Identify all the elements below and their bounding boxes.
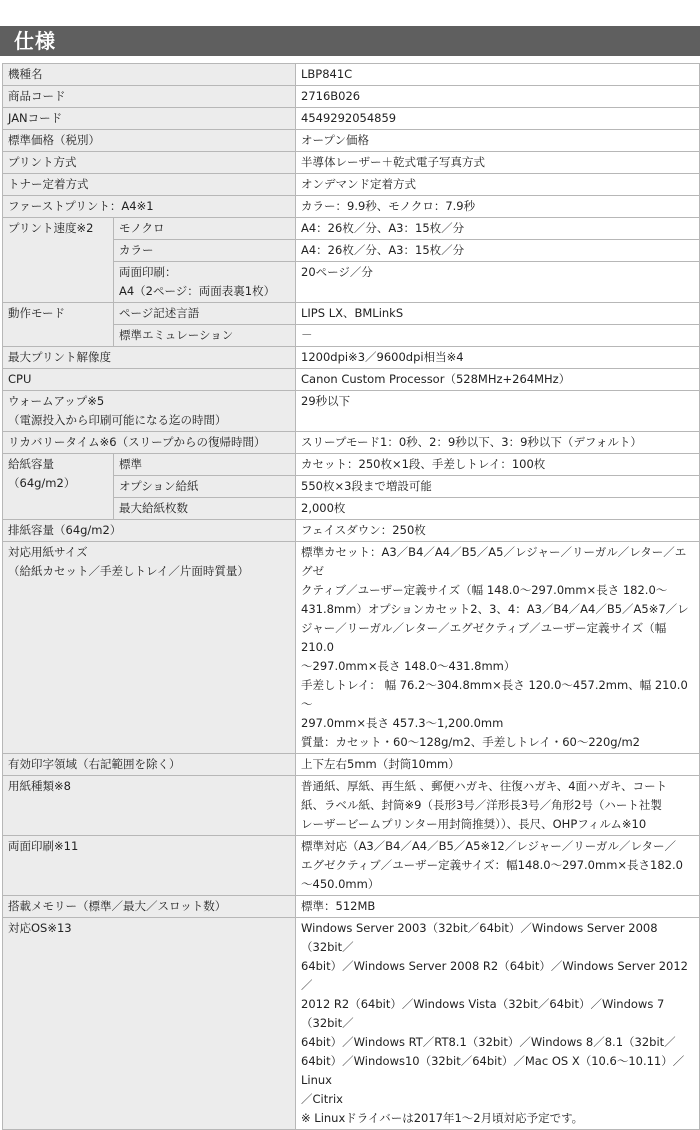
row-value: Canon Custom Processor（528MHz+264MHz） (296, 369, 700, 391)
row-value: A4：26枚／分、A3：15枚／分 (296, 240, 700, 262)
table-row (3, 86, 700, 108)
row-label (3, 391, 296, 432)
row-label: 用紙種類※8 (3, 776, 296, 836)
sub-label: オプション給紙 (114, 476, 296, 498)
row-label (3, 542, 296, 754)
sub-label: 最大給紙枚数 (114, 498, 296, 520)
value-line: 2012 R2（64bit）／Windows Vista（32bit／64bit）／Windows 7（32bit／ (301, 997, 665, 1030)
row-value: 550枚×3段まで増設可能 (296, 476, 700, 498)
table-row (3, 918, 700, 1130)
row-value: 2,000枚 (296, 498, 700, 520)
value-line: ジャー／リーガル／レター／エグゼクティブ／ユーザー定義サイズ（幅 210.0 (301, 621, 667, 654)
sub-label: 標準 (114, 454, 296, 476)
value-line: レーザービームプリンター用封筒推奨））、長尺、OHPフィルム※10 (301, 817, 647, 831)
table-row (3, 454, 700, 476)
table-row (3, 896, 700, 918)
row-label: JANコード (3, 108, 296, 130)
row-label: 搭載メモリー（標準／最大／スロット数） (3, 896, 296, 918)
row-label: CPU (3, 369, 296, 391)
row-label: 最大プリント解像度 (3, 347, 296, 369)
value-line: ／Citrix (301, 1092, 343, 1106)
row-value (296, 836, 700, 896)
row-value: 20ページ／分 (296, 262, 700, 303)
row-value: 半導体レーザー＋乾式電子写真方式 (296, 152, 700, 174)
row-label: 両面印刷※11 (3, 836, 296, 896)
group-label: 動作モード (3, 303, 114, 347)
table-row (3, 776, 700, 836)
section-title: 仕様 (14, 29, 56, 53)
sub-label-line: 両面印刷： (119, 265, 177, 279)
table-row (3, 542, 700, 754)
table-row (3, 347, 700, 369)
row-value: フェイスダウン：250枚 (296, 520, 700, 542)
section-header (0, 26, 700, 56)
row-label: ファーストプリント：A4※1 (3, 196, 296, 218)
sub-label: ページ記述言語 (114, 303, 296, 325)
row-value: 標準：512MB (296, 896, 700, 918)
group-label-line: （64g/m2） (8, 476, 76, 490)
value-line: 64bit）／Windows RT／RT8.1（32bit）／Windows 8／8.1（32bit／ (301, 1035, 676, 1049)
row-label-line: （給紙カセット／手差しトレイ／片面時質量） (8, 564, 249, 578)
group-label: プリント速度※2 (3, 218, 114, 303)
value-line: 手差しトレイ： 幅 76.2～304.8mm×長さ 120.0～457.2mm、幅 210.0～ (301, 678, 688, 711)
table-row (3, 108, 700, 130)
table-row (3, 432, 700, 454)
row-value: スリープモード1：0秒、2：9秒以下、3：9秒以下（デフォルト） (296, 432, 700, 454)
row-value: LBP841C (296, 64, 700, 86)
row-value (296, 776, 700, 836)
table-row (3, 754, 700, 776)
row-label-line: 対応用紙サイズ (8, 545, 88, 559)
row-label: 標準価格（税別） (3, 130, 296, 152)
row-value (296, 542, 700, 754)
table-row (3, 303, 700, 325)
row-value: オープン価格 (296, 130, 700, 152)
table-row (3, 391, 700, 432)
row-label: 商品コード (3, 86, 296, 108)
row-value: カセット：250枚×1段、手差しトレイ：100枚 (296, 454, 700, 476)
value-line: 64bit）／Windows Server 2008 R2（64bit）／Windows Server 2012／ (301, 959, 688, 992)
row-value: 4549292054859 (296, 108, 700, 130)
value-line: 質量：カセット・60～128g/m2、手差しトレイ・60～220g/m2 (301, 735, 640, 749)
table-row (3, 152, 700, 174)
sub-label: 標準エミュレーション (114, 325, 296, 347)
row-value: 2716B026 (296, 86, 700, 108)
table-row (3, 369, 700, 391)
row-value: 1200dpi※3／9600dpi相当※4 (296, 347, 700, 369)
table-row (3, 520, 700, 542)
value-line: ～450.0mm） (301, 877, 380, 891)
spec-table (2, 63, 700, 1130)
row-label-line: ウォームアップ※5 (8, 394, 105, 408)
row-value: LIPS LX、BMLinkS (296, 303, 700, 325)
row-label: リカバリータイム※6（スリープからの復帰時間） (3, 432, 296, 454)
table-row (3, 218, 700, 240)
row-value: A4：26枚／分、A3：15枚／分 (296, 218, 700, 240)
table-row (3, 196, 700, 218)
value-line: エグゼクティブ／ユーザー定義サイズ：幅148.0～297.0mm×長さ182.0 (301, 858, 683, 872)
value-line: 紙、ラベル紙、封筒※9（長形3号／洋形長3号／角形2号（ハート社製 (301, 798, 662, 812)
sub-label-line: A4（2ページ：両面表裏1枚） (119, 284, 276, 298)
value-line: Windows Server 2003（32bit／64bit）／Windows Server 2008（32bit／ (301, 921, 658, 954)
row-value (296, 918, 700, 1130)
row-label: 排紙容量（64g/m2） (3, 520, 296, 542)
row-label: 有効印字領域（右記範囲を除く） (3, 754, 296, 776)
row-value: － (296, 325, 700, 347)
group-label (3, 454, 114, 520)
table-row (3, 836, 700, 896)
row-value: 上下左右5mm（封筒10mm） (296, 754, 700, 776)
value-line: 297.0mm×長さ 457.3～1,200.0mm (301, 716, 504, 730)
value-line: 標準対応（A3／B4／A4／B5／A5※12／レジャー／リーガル／レター／ (301, 839, 677, 853)
row-value: オンデマンド定着方式 (296, 174, 700, 196)
group-label-line: 給紙容量 (8, 457, 54, 471)
row-label: プリント方式 (3, 152, 296, 174)
row-label: トナー定着方式 (3, 174, 296, 196)
value-line: クティブ／ユーザー定義サイズ（幅 148.0～297.0mm×長さ 182.0～ (301, 583, 668, 597)
table-row (3, 174, 700, 196)
row-value: 29秒以下 (296, 391, 700, 432)
value-line: ～297.0mm×長さ 148.0～431.8mm） (301, 659, 516, 673)
value-line: 64bit）／Windows10（32bit／64bit）／Mac OS X（10.6～10.11）／Linux (301, 1054, 685, 1087)
row-value: カラー：9.9秒、モノクロ：7.9秒 (296, 196, 700, 218)
value-line: 普通紙、厚紙、再生紙 、郵便ハガキ、往復ハガキ、4面ハガキ、コート (301, 779, 668, 793)
value-line: ※ Linuxドライバーは2017年1～2月頃対応予定です。 (301, 1111, 584, 1125)
row-label-line: （電源投入から印刷可能になる迄の時間） (8, 413, 227, 427)
table-row (3, 64, 700, 86)
sub-label: カラー (114, 240, 296, 262)
value-line: 431.8mm）オプションカセット2、3、4：A3／B4／A4／B5／A5※7／レ (301, 602, 689, 616)
row-label: 対応OS※13 (3, 918, 296, 1130)
sub-label: モノクロ (114, 218, 296, 240)
sub-label (114, 262, 296, 303)
row-label: 機種名 (3, 64, 296, 86)
table-row (3, 130, 700, 152)
value-line: 標準カセット：A3／B4／A4／B5／A5／レジャー／リーガル／レター／エグゼ (301, 545, 687, 578)
